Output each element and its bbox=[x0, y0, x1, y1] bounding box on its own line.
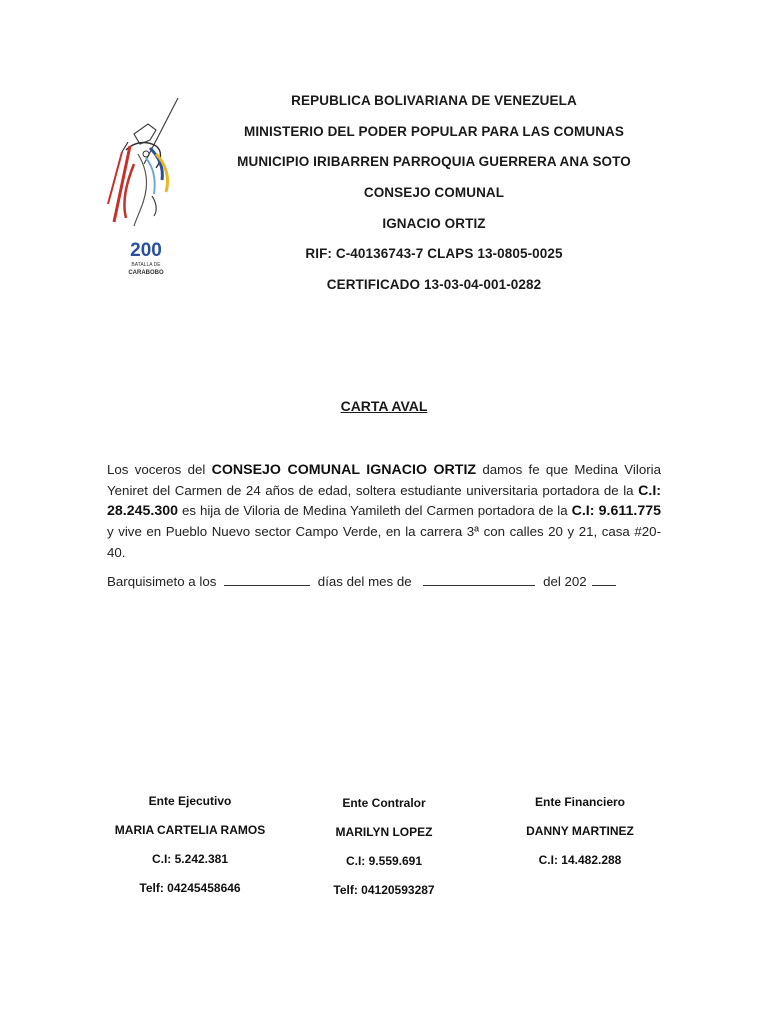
header-line-ministry: MINISTERIO DEL PODER POPULAR PARA LAS COMUNAS bbox=[243, 123, 625, 139]
body-text-4: y vive en Pueblo Nuevo sector Campo Verde, en la carrera 3ª con calles 20 y 21, casa #20-40. bbox=[107, 524, 661, 560]
document-title: CARTA AVAL bbox=[340, 398, 428, 414]
signatory-role: Ente Ejecutivo bbox=[148, 794, 232, 808]
header-line-council: CONSEJO COMUNAL bbox=[363, 185, 505, 201]
signatory-ci: C.I: 9.559.691 bbox=[345, 854, 423, 868]
signatory-role: Ente Financiero bbox=[534, 795, 626, 809]
signatory-ci: C.I: 5.242.381 bbox=[151, 852, 229, 866]
bicentennial-logo bbox=[104, 94, 188, 280]
mother-id-bold: C.I: 9.611.775 bbox=[571, 503, 661, 520]
council-name-bold: CONSEJO COMUNAL IGNACIO ORTIZ bbox=[211, 462, 477, 478]
signatory-executive bbox=[100, 791, 280, 907]
header-line-council-name: IGNACIO ORTIZ bbox=[382, 215, 486, 231]
daughter-id-bold: C.I: 28.245.300 bbox=[107, 482, 661, 520]
signatory-phone: Telf: 04120593287 bbox=[333, 883, 435, 897]
year-blank bbox=[592, 573, 616, 586]
logo-figure bbox=[108, 98, 178, 226]
signatory-name: MARIA CARTELIA RAMOS bbox=[114, 823, 266, 837]
logo-caption-1: BATALLA DE bbox=[131, 262, 161, 268]
logo-caption-2: CARABOBO bbox=[128, 270, 164, 276]
body-paragraph bbox=[107, 460, 661, 564]
body-text-1: Los voceros del bbox=[107, 462, 212, 477]
letterhead bbox=[200, 90, 668, 305]
date-month-text: días del mes de bbox=[317, 574, 412, 589]
date-line bbox=[107, 573, 667, 589]
month-blank bbox=[423, 573, 535, 586]
signatory-name: DANNY MARTINEZ bbox=[526, 824, 634, 838]
signatory-name: MARILYN LOPEZ bbox=[335, 825, 433, 839]
signatory-financial bbox=[490, 792, 670, 879]
date-prefix: Barquisimeto a los bbox=[107, 574, 217, 589]
header-line-rif: RIF: C-40136743-7 CLAPS 13-0805-0025 bbox=[305, 246, 563, 262]
body-text-3: es hija de Viloria de Medina Yamileth del Carmen portadora de la bbox=[178, 503, 572, 519]
signatory-comptroller bbox=[294, 793, 474, 909]
header-line-certificate: CERTIFICADO 13-03-04-001-0282 bbox=[326, 277, 542, 293]
signatory-role: Ente Contralor bbox=[342, 796, 426, 810]
body-text-2: damos fe que Medina Viloria Yeniret del Carmen de 24 años de edad, soltera estudiante universitaria portadora de la bbox=[107, 462, 661, 498]
header-line-municipality: MUNICIPIO IRIBARREN PARROQUIA GUERRERA ANA SOTO bbox=[237, 154, 631, 170]
header-line-country: REPUBLICA BOLIVARIANA DE VENEZUELA bbox=[291, 93, 577, 108]
signatory-phone: Telf: 04245458646 bbox=[139, 881, 241, 895]
day-blank bbox=[224, 573, 310, 586]
date-year-text: del 202 bbox=[543, 574, 587, 589]
signatory-ci: C.I: 14.482.288 bbox=[538, 853, 622, 867]
logo-number: 200 bbox=[130, 240, 162, 261]
